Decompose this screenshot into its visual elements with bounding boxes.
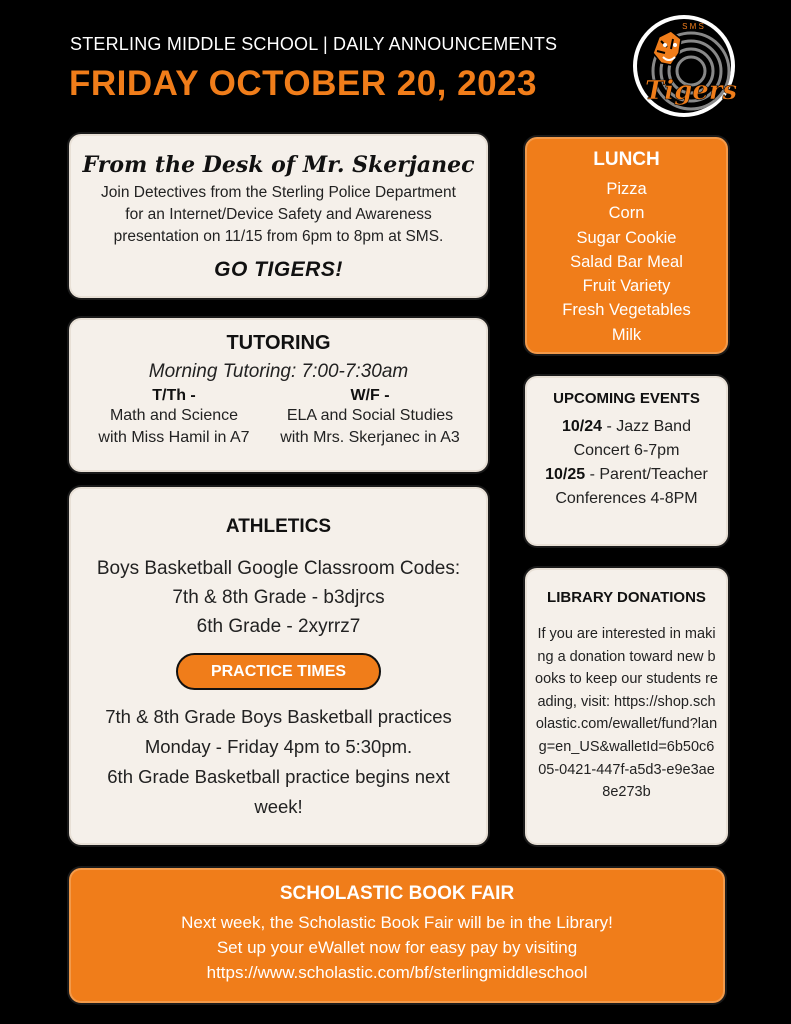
lunch-title: LUNCH (593, 149, 660, 170)
tutoring-teacher: with Mrs. Skerjanec in A3 (280, 429, 460, 446)
event-item (537, 463, 716, 511)
codes-line: 6th Grade - 2xyrrz7 (196, 616, 361, 637)
event-date: 10/25 (545, 466, 586, 483)
book-fair-line: Next week, the Scholastic Book Fair will be in the Library! (181, 913, 613, 932)
practice-details (71, 702, 486, 822)
lunch-item: Salad Bar Meal (570, 252, 683, 271)
events-list (527, 415, 726, 511)
classroom-codes (71, 554, 486, 641)
codes-line: Boys Basketball Google Classroom Codes: (96, 558, 461, 579)
event-text: - Parent/Teacher Conferences 4-8PM (555, 466, 708, 507)
tutoring-wf (270, 387, 470, 449)
lunch-item: Fresh Vegetables (562, 301, 691, 320)
tutoring-day-label: T/Th - (152, 387, 196, 404)
event-text: - Jazz Band Concert 6-7pm (573, 418, 691, 459)
event-item (537, 415, 716, 463)
school-logo (631, 13, 737, 119)
practice-line: week! (254, 796, 303, 817)
codes-line: 7th & 8th Grade - b3djrcs (172, 587, 385, 608)
desk-card (69, 134, 488, 298)
upcoming-events-card (525, 376, 728, 546)
book-fair-line: Set up your eWallet now for easy pay by visiting (216, 938, 578, 957)
practice-line: 7th & 8th Grade Boys Basketball practices (105, 706, 452, 727)
practice-line: Monday - Friday 4pm to 5:30pm. (144, 736, 413, 757)
lunch-item: Sugar Cookie (576, 228, 677, 247)
tutoring-card (69, 318, 488, 472)
desk-line: presentation on 11/15 from 6pm to 8pm at SMS. (113, 228, 444, 245)
athletics-title: ATHLETICS (225, 516, 332, 537)
practice-line: 6th Grade Basketball practice begins next (107, 766, 450, 787)
tutoring-subtitle: Morning Tutoring: 7:00-7:30am (148, 361, 409, 382)
library-title: LIBRARY DONATIONS (547, 589, 706, 606)
tutoring-tth (89, 387, 259, 449)
logo-text-tigers: Tigers (644, 76, 737, 106)
go-tigers-text: GO TIGERS! (214, 258, 343, 281)
tutoring-teacher: with Miss Hamil in A7 (98, 429, 250, 446)
lunch-item: Milk (611, 325, 642, 344)
library-donations-card (525, 568, 728, 845)
event-date: 10/24 (562, 418, 603, 435)
tutoring-title: TUTORING (226, 332, 331, 354)
header-school-line: STERLING MIDDLE SCHOOL | DAILY ANNOUNCEMENTS (70, 34, 558, 54)
tutoring-day-label: W/F - (350, 387, 390, 404)
lunch-item: Fruit Variety (582, 277, 671, 296)
book-fair-title: SCHOLASTIC BOOK FAIR (279, 883, 515, 904)
lunch-item: Corn (608, 204, 645, 223)
events-title: UPCOMING EVENTS (553, 390, 700, 407)
lunch-card (525, 137, 728, 354)
desk-line: for an Internet/Device Safety and Awareness (125, 206, 432, 223)
book-fair-card (69, 868, 725, 1003)
lunch-menu (527, 177, 726, 347)
book-fair-link[interactable]: https://www.scholastic.com/bf/sterlingmiddleschool (206, 963, 588, 982)
page-title-date: FRIDAY OCTOBER 20, 2023 (69, 64, 537, 103)
lunch-item: Pizza (606, 180, 647, 198)
book-fair-body (71, 910, 723, 985)
tutoring-subject: Math and Science (109, 407, 239, 424)
tutoring-subject: ELA and Social Studies (286, 407, 454, 424)
desk-line: Join Detectives from the Sterling Police Department (101, 184, 456, 201)
library-body[interactable]: If you are interested in making a donation toward new books to keep our students reading, visit: https://shop.scholastic.com/ewallet/fund?lang=en_US&walletId=6b50c605-0421-447f-a5d3-e9e3ae8e273b (535, 626, 718, 801)
athletics-card (69, 487, 488, 845)
desk-body (71, 182, 486, 248)
practice-times-button[interactable]: PRACTICE TIMES (176, 653, 381, 690)
desk-title: From the Desk of Mr. Skerjanec (82, 152, 475, 178)
logo-text-sms: S M S (682, 22, 704, 31)
